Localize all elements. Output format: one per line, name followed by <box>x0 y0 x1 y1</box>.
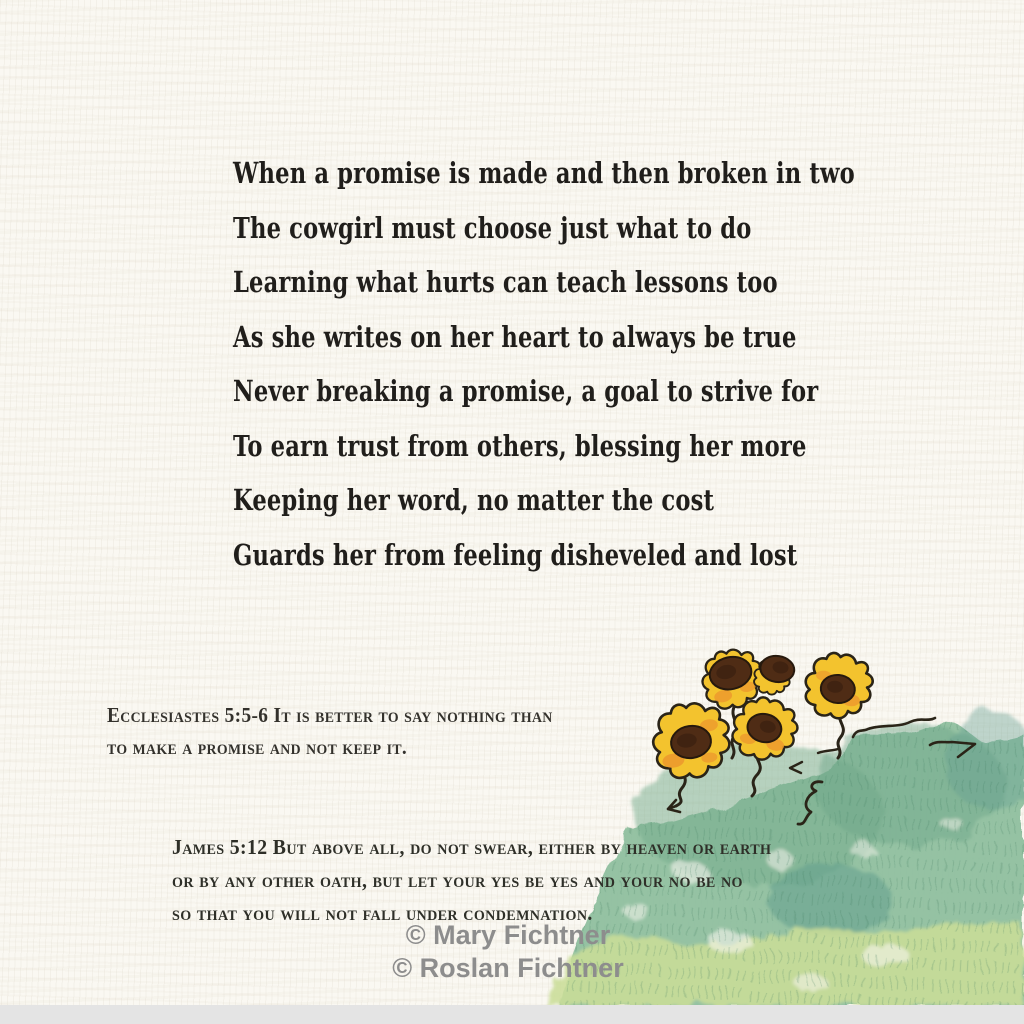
poem-line: Never breaking a promise, a goal to strive for <box>233 374 819 408</box>
poem-line: As she writes on her heart to always be true <box>233 319 797 354</box>
copyright-line: © Roslan Fichtner <box>392 953 624 983</box>
verse-line: or by any other oath, but let your yes be yes and your no be no <box>172 868 743 892</box>
verse-line: James 5:12 But above all, do not swear, either by heaven or earth <box>172 835 772 859</box>
poem <box>233 146 1024 582</box>
poem-line: To earn trust from others, blessing her more <box>233 428 807 463</box>
poem-line: When a promise is made and then broken in two <box>233 156 855 190</box>
sunflower <box>803 651 875 721</box>
verse-line: to make a promise and not keep it. <box>107 734 408 759</box>
james-verse <box>172 831 810 930</box>
poem-line: Guards her from feeling disheveled and lost <box>233 537 798 572</box>
verse-line: Ecclesiastes 5:5-6 It is better to say nothing than <box>107 703 553 727</box>
copyright-line: © Mary Fichtner <box>405 920 611 950</box>
bottom-strip <box>0 1005 1024 1024</box>
ecclesiastes-verse <box>107 700 591 763</box>
copyright-credits <box>300 919 716 985</box>
verse-line: so that you will not fall under condemnation. <box>172 901 593 925</box>
poem-line: The cowgirl must choose just what to do <box>233 210 752 245</box>
sunflower <box>752 653 796 697</box>
poem-line: Learning what hurts can teach lessons too <box>233 265 778 299</box>
poem-line: Keeping her word, no matter the cost <box>233 483 715 517</box>
